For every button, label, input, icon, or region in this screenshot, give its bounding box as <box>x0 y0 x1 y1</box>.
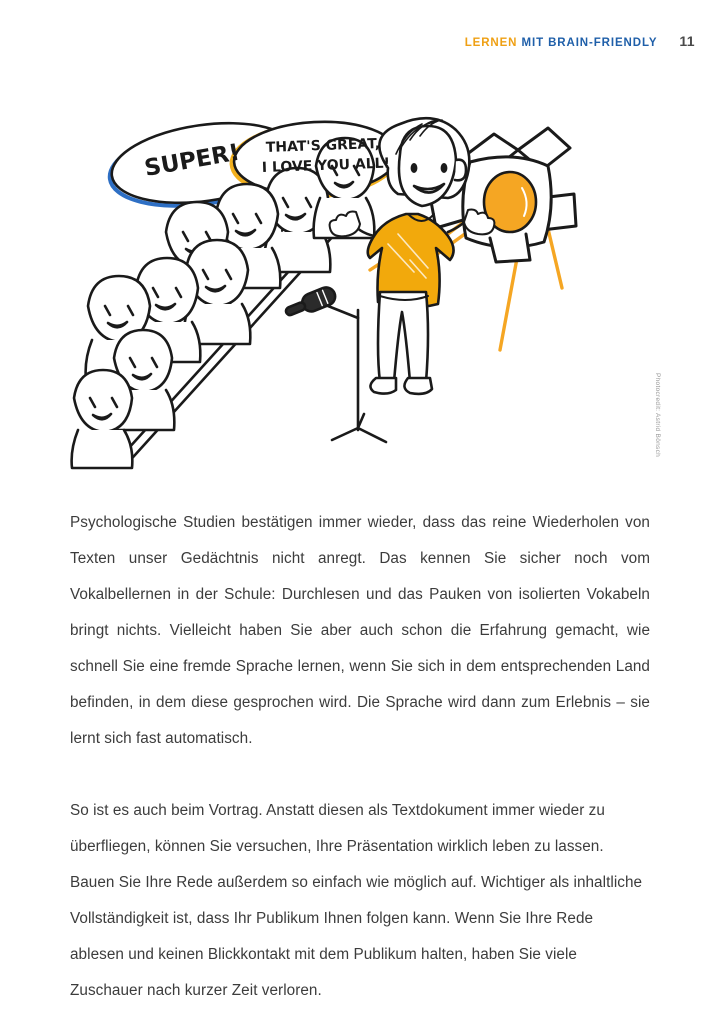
speech-bubble-right-text-line1: THAT'S GREAT, <box>265 136 381 156</box>
speech-bubble-right-text-line2: I LOVE YOU ALL! <box>261 155 391 176</box>
paragraph-2: So ist es auch beim Vortrag. Anstatt diesen als Textdokument immer wieder zu überfliegen, können Sie versuchen, Ihre Präsentation wirklich leben zu lassen. Bauen Sie Ihre Rede außerdem so einfach wie möglich auf. Wichtiger als inhaltliche Vollständigkeit ist, dass Ihr Publikum Ihnen folgen kann. Wenn Sie Ihre Rede ablesen und keinen Blickkontakt mit dem Publikum halten, haben Sie viele Zuschauer nach kurzer Zeit verloren. <box>70 802 643 999</box>
illustration <box>70 110 630 480</box>
paragraph-1: Psychologische Studien bestätigen immer wieder, dass das reine Wiederholen von Texten unser Gedächtnis nicht anregt. Das kennen Sie sicher noch vom Vokalbellernen in der Schule: Durchlesen und das Pauken von isolierten Vokabeln bringt nichts. Vielleicht haben Sie aber auch schon die Erfahrung gemacht, wie schnell Sie eine fremde Sprache lernen, wenn Sie sich in dem entsprechenden Land befinden, in dem diese gesprochen wird. Die Sprache wird dann zum Erlebnis – sie lernt sich fast automatisch. <box>70 514 650 747</box>
running-header <box>465 33 695 49</box>
photo-credit: Photocredit: Astrid Bönsch <box>654 373 661 458</box>
header-title <box>465 37 658 49</box>
header-title-rest: MIT BRAIN-FRIENDLY <box>521 37 658 49</box>
body-copy <box>70 505 650 1009</box>
microphone-stand <box>283 285 386 442</box>
page-number: 11 <box>679 33 695 49</box>
speech-bubble-left-text: SUPER! <box>142 139 242 182</box>
audience-figure <box>72 370 133 468</box>
header-title-accent: LERNEN <box>464 37 518 49</box>
